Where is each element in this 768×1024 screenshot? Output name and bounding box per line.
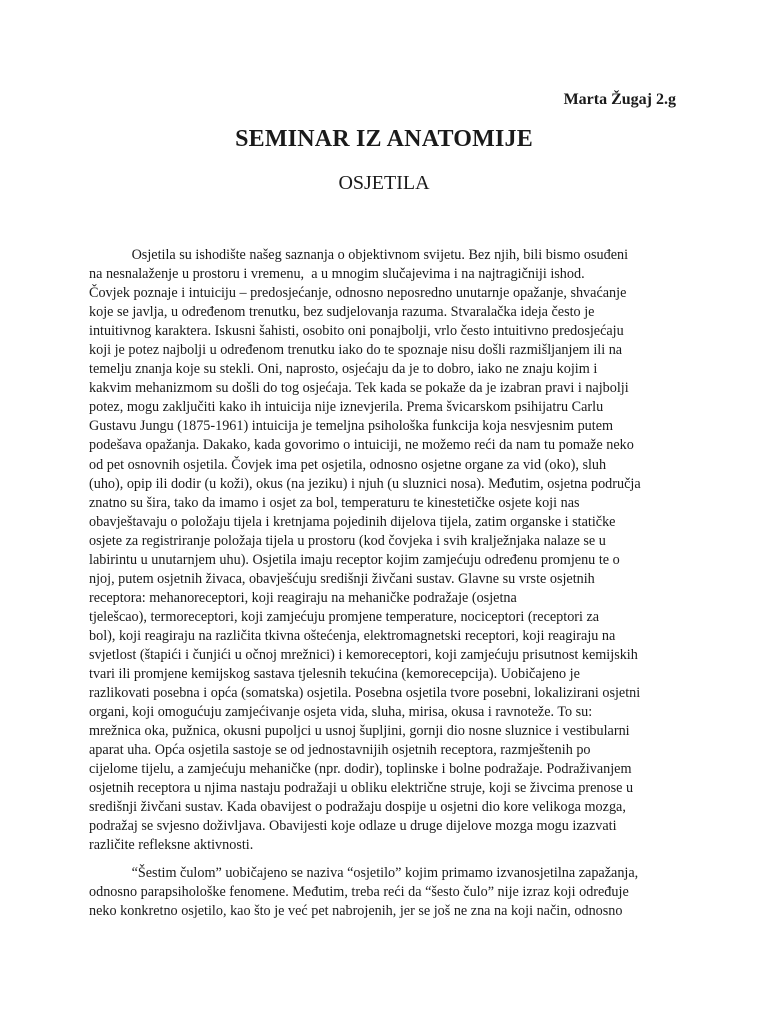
text-line: tvari ili promjene kemijskog sastava tjelesnih tekućina (kemorecepcija). Uobičajeno je <box>89 666 580 683</box>
text-line: labirintu u unutarnjem uhu). Osjetila imaju receptor kojim zamjećuju određenu promjenu te o <box>89 551 620 568</box>
paragraph <box>89 246 681 856</box>
text-line: odnosno parapsihološke fenomene. Međutim, treba reći da “šesto čulo” nije izraz koji određuje <box>89 883 629 900</box>
text-line: bol), koji reagiraju na različita tkivna oštećenja, elektromagnetski receptori, koji reagiraju na <box>89 627 616 644</box>
text-line: podražaj se svjesno doživljava. Obavijesti koje odlaze u druge dijelove mozga mogu izazvati <box>89 818 617 835</box>
text-line: koji je potez najbolji u određenom trenutku iako do te spoznaje nisu došli razmišljanjem ili na <box>89 342 623 359</box>
text-line: Osjetila su ishodište našeg saznanja o objektivnom svijetu. Bez njih, bili bismo osuđeni <box>89 247 629 263</box>
text-line: mrežnica oka, pužnica, okusni pupoljci u usnoj šupljini, gornji dio nosne sluznice i vestibularni <box>89 723 630 740</box>
text-line: obavještavaju o položaju tijela i kretnjama pojedinih dijelova tijela, zatim organske i statičke <box>89 513 616 530</box>
text-line: (uho), opip ili dodir (u koži), okus (na jeziku) i njuh (u sluznici nosa). Međutim, osjetna područja <box>89 475 641 492</box>
text-line: cijelome tijelu, a zamjećuju mehaničke (npr. dodir), toplinske i bolne podražaje. Podraživanjem <box>89 761 632 778</box>
text-line: potez, mogu zaključiti kako ih intuicija nije iznevjerila. Prema švicarskom psihijatru Carlu <box>89 399 604 416</box>
paragraph <box>89 864 681 921</box>
text-line: osjete za registriranje položaja tijela u prostoru (kod čovjeka i svih kralježnjaka nalaze se u <box>89 532 606 549</box>
text-line: koje se javlja, u određenom trenutku, bez sudjelovanja razuma. Stvaralačka ideja često je <box>89 304 595 321</box>
text-line: njoj, putem osjetnih živaca, obavješćuju središnji živčani sustav. Glavne su vrste osjetnih <box>89 570 595 587</box>
text-line: na nesnalaženje u prostoru i vremenu, a u mnogim slučajevima i na najtragičniji ishod. <box>89 266 585 283</box>
text-line: od pet osnovnih osjetila. Čovjek ima pet osjetila, odnosno osjetne organe za vid (oko), sluh <box>89 456 607 473</box>
text-line: Čovjek poznaje i intuiciju – predosjećanje, odnosno neposredno unutarnje opažanje, shvaćanje <box>89 285 627 302</box>
text-line: podešava opažanja. Dakako, kada govorimo o intuiciji, ne možemo reći da nam tu pomaže neko <box>89 437 634 454</box>
text-line: “Šestim čulom” uobičajeno se naziva “osjetilo” kojim primamo izvanosjetilna zapažanja, <box>89 864 639 881</box>
text-line: kakvim mehanizmom su došli do tog osjećaja. Tek kada se pokaže da je izabran pravi i najbolji <box>89 380 629 397</box>
text-line: središnji živčani sustav. Kada obavijest o podražaju dospije u osjetni dio kore velikoga mozga, <box>89 799 626 816</box>
text-line: neko konkretno osjetilo, kao što je već pet nabrojenih, jer se još ne zna na koji način, odnosno <box>89 902 623 919</box>
page-subtitle: OSJETILA <box>338 172 430 194</box>
text-line: aparat uha. Opća osjetila sastoje se od jednostavnijih osjetnih receptora, razmještenih po <box>89 742 591 759</box>
text-line: receptora: mehanoreceptori, koji reagiraju na mehaničke podražaje (osjetna <box>89 589 517 606</box>
text-line: razlikovati posebna i opća (somatska) osjetila. Posebna osjetila tvore posebni, lokalizirani osjetni <box>89 685 641 702</box>
text-line: različite refleksne aktivnosti. <box>89 837 254 854</box>
text-line: tjelešcao), termoreceptori, koji zamjećuju promjene temperature, nociceptori (receptori za <box>89 608 600 625</box>
text-line: znatno su šira, tako da imamo i osjet za bol, temperaturu te kinestetičke osjete koji nas <box>89 494 580 511</box>
text-line: temelju znanja koje su stekli. Oni, naprosto, osjećaju da je to dobro, iako ne znaju kojim i <box>89 361 598 378</box>
text-line: osjetnih receptora u njima nastaju podražaji u obliku električne struje, koji se živcima prenose u <box>89 780 634 797</box>
page-title: SEMINAR IZ ANATOMIJE <box>235 126 533 152</box>
text-line: intuitivnog karaktera. Iskusni šahisti, osobito oni ponajbolji, vrlo često intuitivno predosjećaju <box>89 323 624 340</box>
text-line: organi, koji omogućuju zamjećivanje osjeta vida, sluha, mirisa, okusa i ravnoteže. To su: <box>89 704 593 721</box>
text-line: Gustavu Jungu (1875-1961) intuicija je temeljna psihološka funkcija koja nesvjesnim putem <box>89 418 614 435</box>
body-text <box>89 246 681 921</box>
text-line: svjetlost (štapići i čunjići u očnoj mrežnici) i kemoreceptori, koji zamjećuju prisutnost kemijskih <box>89 646 638 663</box>
author-line: Marta Žugaj 2.g <box>563 91 676 108</box>
